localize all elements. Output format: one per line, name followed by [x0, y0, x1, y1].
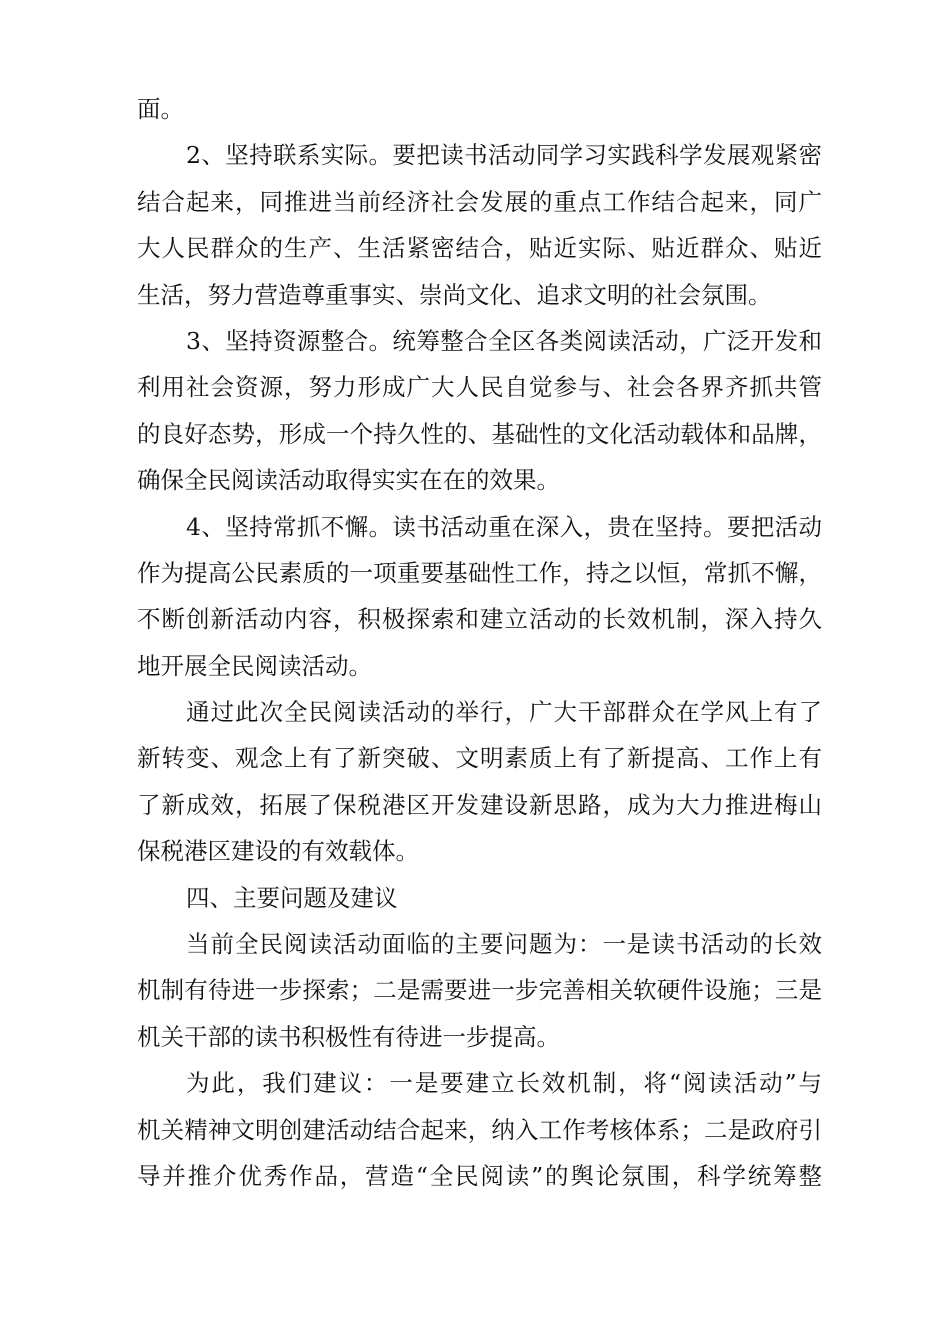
text-line: 4、坚持常抓不懈。读书活动重在深入，贵在坚持。要把活动	[186, 512, 822, 541]
text-line: 确保全民阅读活动取得实实在在的效果。	[137, 466, 560, 495]
text-line: 大人民群众的生产、生活紧密结合，贴近实际、贴近群众、贴近	[137, 234, 822, 263]
text-line: 四、主要问题及建议	[186, 883, 398, 912]
text-line: 当前全民阅读活动面临的主要问题为：一是读书活动的长效	[186, 930, 822, 959]
text-line: 不断创新活动内容，积极探索和建立活动的长效机制，深入持久	[137, 605, 822, 634]
text-line: 新转变、观念上有了新突破、文明素质上有了新提高、工作上有	[137, 744, 822, 773]
text-line: 2、坚持联系实际。要把读书活动同学习实践科学发展观紧密	[186, 141, 822, 170]
paragraph-point-3	[137, 318, 822, 504]
text-line: 机关精神文明创建活动结合起来，纳入工作考核体系；二是政府引	[137, 1115, 822, 1144]
text-line: 结合起来，同推进当前经济社会发展的重点工作结合起来，同广	[137, 187, 822, 216]
paragraph-suggestions	[137, 1060, 822, 1199]
text-line: 利用社会资源，努力形成广大人民自觉参与、社会各界齐抓共管	[137, 373, 822, 402]
text-line: 3、坚持资源整合。统筹整合全区各类阅读活动，广泛开发和	[186, 326, 822, 355]
text-line: 的良好态势，形成一个持久性的、基础性的文化活动载体和品牌，	[137, 419, 822, 448]
paragraph-problems	[137, 921, 822, 1060]
paragraph-point-2	[137, 132, 822, 318]
paragraph-continuation	[137, 86, 822, 132]
body-text	[137, 86, 822, 1199]
text-line: 导并推介优秀作品，营造“全民阅读”的舆论氛围，科学统筹整	[137, 1161, 822, 1190]
text-line: 作为提高公民素质的一项重要基础性工作，持之以恒，常抓不懈，	[137, 558, 822, 587]
text-line: 通过此次全民阅读活动的举行，广大干部群众在学风上有了	[186, 698, 822, 727]
text-line: 机关干部的读书积极性有待进一步提高。	[137, 1022, 560, 1051]
text-line: 机制有待进一步探索；二是需要进一步完善相关软硬件设施；三是	[137, 976, 822, 1005]
text-line: 为此，我们建议：一是要建立长效机制，将“阅读活动”与	[186, 1069, 822, 1098]
text-line: 保税港区建设的有效载体。	[137, 837, 419, 866]
text-line: 面。	[137, 95, 184, 123]
text-line: 了新成效，拓展了保税港区开发建设新思路，成为大力推进梅山	[137, 790, 822, 819]
text-line: 地开展全民阅读活动。	[137, 651, 372, 680]
text-line: 生活，努力营造尊重事实、崇尚文化、追求文明的社会氛围。	[137, 280, 772, 309]
paragraph-point-4	[137, 504, 822, 690]
section-heading	[137, 875, 822, 921]
paragraph-summary	[137, 689, 822, 875]
